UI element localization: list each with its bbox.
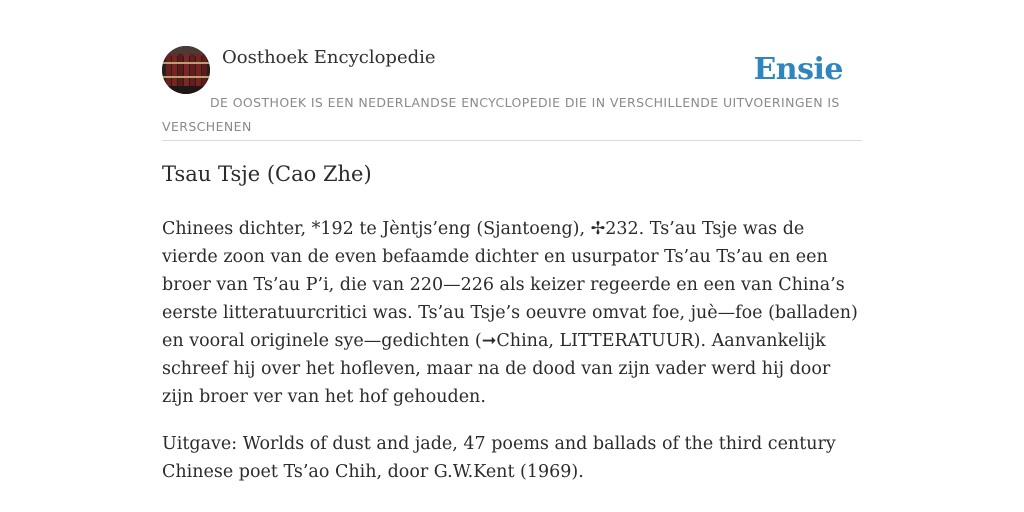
article-paragraph: Uitgave: Worlds of dust and jade, 47 poems and ballads of the third century Chinese poet Ts’ao Chih, door G.W.Kent (1969). xyxy=(162,434,836,482)
site-header xyxy=(162,46,862,141)
site-tagline: DE OOSTHOEK IS EEN NEDERLANDSE ENCYCLOPEDIE DIE IN VERSCHILLENDE UITVOERINGEN IS VERSCHENEN xyxy=(162,95,840,134)
brand-logo[interactable]: Ensie xyxy=(753,52,843,87)
article-title: Tsau Tsje (Cao Zhe) xyxy=(162,162,372,186)
article-body xyxy=(162,215,862,505)
article-paragraph: Chinees dichter, *192 te Jèntjs’eng (Sjantoeng), ✢232. Ts’au Tsje was de vierde zoon van de even befaamde dichter en usurpator Ts’au Ts’au en een broer van Ts’au P’i, die van 220—226 als keizer regeerde en een van China’s eerste litteratuurcritici was. Ts’au Tsje’s oeuvre omvat foe, juè—foe (balladen) en vooral originele sye—gedichten (➞China, LITTERATUUR). Aanvankelijk schreef hij over het hofleven, maar na de dood van zijn vader werd hij door zijn broer ver van het hof gehouden. xyxy=(162,219,858,407)
encyclopedia-books-icon[interactable] xyxy=(162,46,210,94)
site-name[interactable]: Oosthoek Encyclopedie xyxy=(222,47,436,68)
